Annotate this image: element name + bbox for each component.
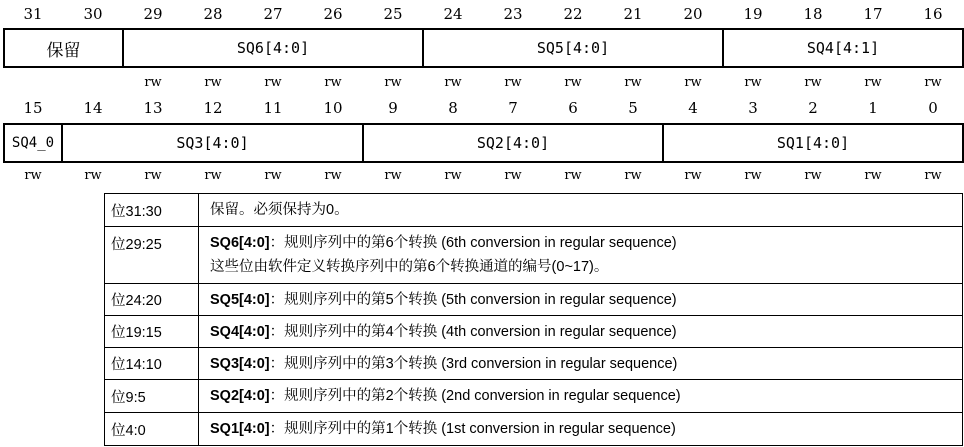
bit-number: 27 <box>263 5 283 23</box>
field-sq4-high: SQ4[4:1] <box>722 28 964 68</box>
bit-number: 7 <box>508 99 518 117</box>
access-label: rw <box>504 75 522 90</box>
description-text: 保留。必须保持为0。 <box>210 202 349 218</box>
bit-number: 19 <box>743 5 763 23</box>
access-label: rw <box>264 75 282 90</box>
field-sq4-bit0: SQ4_0 <box>3 123 63 163</box>
description-cell <box>206 288 677 312</box>
bit-description-table <box>104 193 963 446</box>
description-cell <box>206 417 676 441</box>
description-text: ：规则序列中的第5个转换 (5th conversion in regular sequence) <box>269 292 677 308</box>
table-row <box>105 284 962 316</box>
access-label: rw <box>204 168 222 183</box>
bit-range: 位4:0 <box>111 422 146 439</box>
access-label: rw <box>804 168 822 183</box>
bit-range: 位29:25 <box>111 237 162 253</box>
access-label: rw <box>624 168 642 183</box>
table-row <box>105 380 962 413</box>
description-cell <box>206 384 681 408</box>
bit-number: 30 <box>83 5 103 23</box>
table-row <box>105 348 962 380</box>
access-label: rw <box>144 75 162 90</box>
bit-number: 12 <box>203 99 223 117</box>
bit-number: 13 <box>143 99 163 117</box>
field-name: SQ2[4:0] <box>210 388 270 404</box>
access-label: rw <box>864 168 882 183</box>
bit-number: 9 <box>388 99 398 117</box>
access-label: rw <box>624 75 642 90</box>
description-text: ：规则序列中的第1个转换 (1st conversion in regular sequence) <box>269 421 676 437</box>
description-text: ：规则序列中的第4个转换 (4th conversion in regular sequence) <box>269 324 677 340</box>
access-label: rw <box>744 168 762 183</box>
access-label: rw <box>144 168 162 183</box>
field-name: SQ5[4:0] <box>210 292 270 308</box>
field-name: SQ6[4:0] <box>210 235 270 251</box>
bit-number: 22 <box>563 5 583 23</box>
access-label: rw <box>204 75 222 90</box>
bit-number: 16 <box>923 5 943 23</box>
access-label: rw <box>264 168 282 183</box>
access-label: rw <box>924 168 942 183</box>
bit-number: 29 <box>143 5 163 23</box>
description-cell <box>206 198 349 222</box>
bit-range: 位9:5 <box>111 389 146 406</box>
description-text: ：规则序列中的第6个转换 (6th conversion in regular sequence) <box>269 235 677 251</box>
field-sq1: SQ1[4:0] <box>662 123 964 163</box>
description-text: ：规则序列中的第3个转换 (3rd conversion in regular sequence) <box>269 356 678 372</box>
access-label: rw <box>444 75 462 90</box>
table-row <box>105 413 962 446</box>
bit-number: 6 <box>568 99 578 117</box>
table-row <box>105 194 962 227</box>
description-cell <box>206 352 677 376</box>
table-row <box>105 227 962 284</box>
access-label: rw <box>24 168 42 183</box>
bit-number: 28 <box>203 5 223 23</box>
bit-number: 5 <box>628 99 638 117</box>
bit-number: 23 <box>503 5 523 23</box>
bit-number: 1 <box>868 99 878 117</box>
bit-number: 2 <box>808 99 818 117</box>
bit-range: 位24:20 <box>111 293 162 309</box>
field-name: SQ3[4:0] <box>210 356 270 372</box>
field-sq6: SQ6[4:0] <box>122 28 424 68</box>
field-name: SQ1[4:0] <box>210 421 270 437</box>
field-sq2: SQ2[4:0] <box>362 123 664 163</box>
bit-range: 位19:15 <box>111 325 162 341</box>
access-label: rw <box>804 75 822 90</box>
access-label: rw <box>564 168 582 183</box>
access-label: rw <box>384 75 402 90</box>
reserved-field: 保留 <box>3 28 124 68</box>
access-label: rw <box>444 168 462 183</box>
access-label: rw <box>684 75 702 90</box>
access-label: rw <box>684 168 702 183</box>
access-label: rw <box>924 75 942 90</box>
field-name: SQ4[4:0] <box>210 324 270 340</box>
access-label: rw <box>324 75 342 90</box>
access-label: rw <box>864 75 882 90</box>
description-cell <box>206 320 677 344</box>
access-label: rw <box>384 168 402 183</box>
bit-number: 18 <box>803 5 823 23</box>
bit-number: 0 <box>928 99 938 117</box>
bit-number: 26 <box>323 5 343 23</box>
bit-number: 4 <box>688 99 698 117</box>
bit-number: 3 <box>748 99 758 117</box>
bit-number: 21 <box>623 5 643 23</box>
access-label: rw <box>744 75 762 90</box>
bit-number: 14 <box>83 99 103 117</box>
bit-number: 15 <box>23 99 43 117</box>
access-label: rw <box>324 168 342 183</box>
table-row <box>105 316 962 348</box>
bit-number: 24 <box>443 5 463 23</box>
bit-number: 25 <box>383 5 403 23</box>
bit-number: 10 <box>323 99 343 117</box>
field-sq5: SQ5[4:0] <box>422 28 724 68</box>
bit-number: 17 <box>863 5 883 23</box>
access-label: rw <box>84 168 102 183</box>
bit-number: 31 <box>23 5 43 23</box>
bit-range: 位14:10 <box>111 357 162 373</box>
bit-number: 20 <box>683 5 703 23</box>
description-text: ：规则序列中的第2个转换 (2nd conversion in regular sequence) <box>269 388 681 404</box>
access-label: rw <box>504 168 522 183</box>
field-sq3: SQ3[4:0] <box>61 123 364 163</box>
bit-range: 位31:30 <box>111 203 162 220</box>
bit-number: 8 <box>448 99 458 117</box>
description-cell <box>206 231 677 279</box>
access-label: rw <box>564 75 582 90</box>
bit-number: 11 <box>263 99 283 117</box>
description-extra: 这些位由软件定义转换序列中的第6个转换通道的编号(0~17)。 <box>210 259 609 275</box>
